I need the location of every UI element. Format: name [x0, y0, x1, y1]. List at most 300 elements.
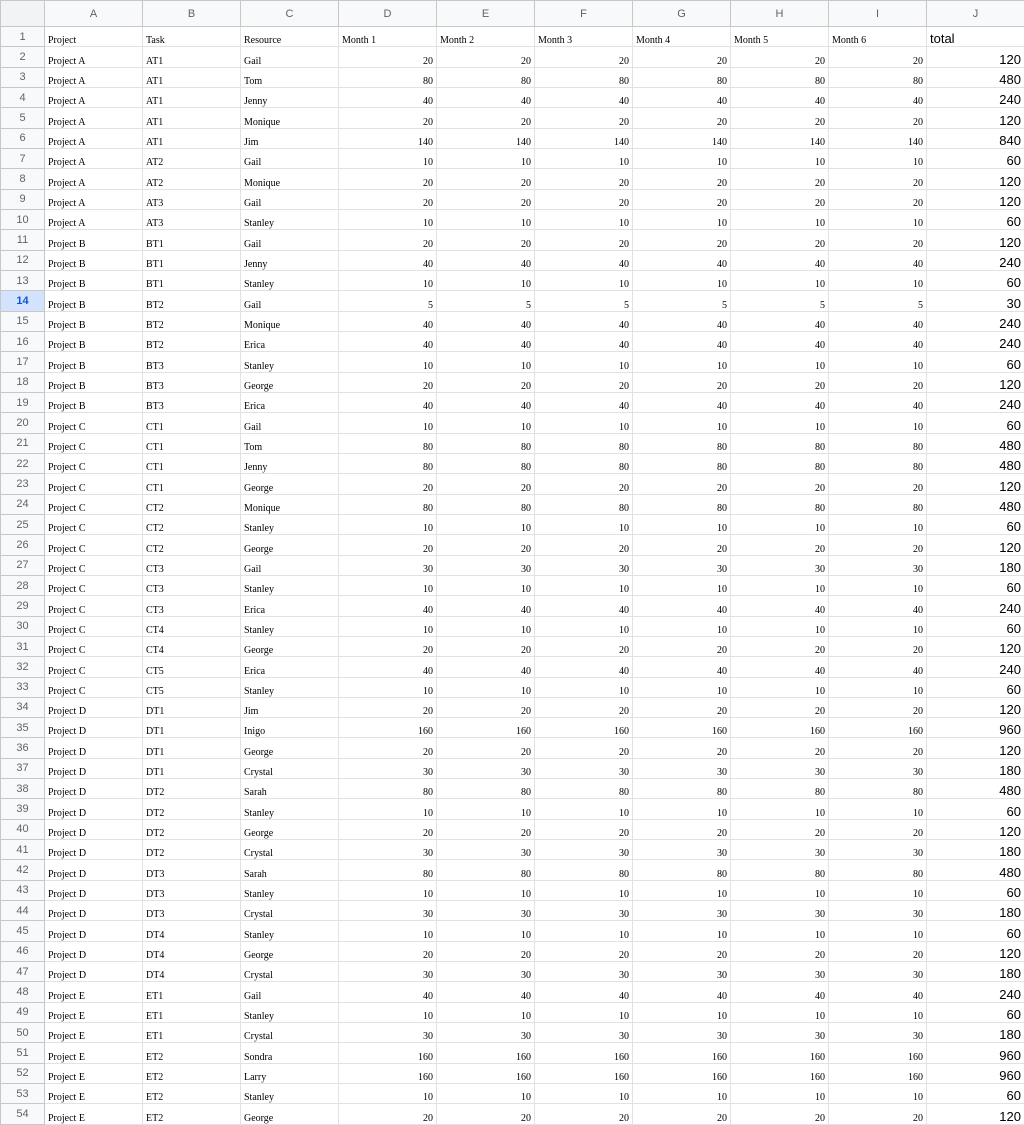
- cell-month-1[interactable]: 10: [339, 880, 437, 900]
- cell-project[interactable]: Project A: [45, 169, 143, 189]
- cell-month-5[interactable]: 20: [731, 189, 829, 209]
- cell-resource[interactable]: Crystal: [241, 758, 339, 778]
- cell-month-5[interactable]: 20: [731, 941, 829, 961]
- cell-month-3[interactable]: 10: [535, 209, 633, 229]
- cell-month-1[interactable]: 20: [339, 697, 437, 717]
- cell-month-2[interactable]: 20: [437, 636, 535, 656]
- cell-month-3[interactable]: 20: [535, 169, 633, 189]
- cell-month-1[interactable]: 40: [339, 87, 437, 107]
- cell-project[interactable]: Project B: [45, 270, 143, 290]
- cell-month-2[interactable]: 40: [437, 657, 535, 677]
- cell-project[interactable]: Project E: [45, 1002, 143, 1022]
- cell-month-6[interactable]: 30: [829, 901, 927, 921]
- cell-month-6[interactable]: 20: [829, 372, 927, 392]
- cell-month-6[interactable]: 30: [829, 555, 927, 575]
- row-header[interactable]: 23: [1, 474, 45, 494]
- cell-resource[interactable]: Crystal: [241, 840, 339, 860]
- cell-month-4[interactable]: 30: [633, 840, 731, 860]
- cell-month-3[interactable]: 10: [535, 514, 633, 534]
- cell-month-6[interactable]: 30: [829, 1023, 927, 1043]
- cell-month-4[interactable]: 80: [633, 494, 731, 514]
- column-header-c[interactable]: C: [241, 1, 339, 27]
- cell-month-6[interactable]: 160: [829, 1063, 927, 1083]
- cell-month-2[interactable]: 10: [437, 880, 535, 900]
- cell-month-5[interactable]: 80: [731, 433, 829, 453]
- row-header[interactable]: 34: [1, 697, 45, 717]
- cell-task[interactable]: DT3: [143, 901, 241, 921]
- cell-resource[interactable]: Gail: [241, 982, 339, 1002]
- cell-month-5[interactable]: 10: [731, 677, 829, 697]
- row-header[interactable]: 26: [1, 535, 45, 555]
- row-header[interactable]: 25: [1, 514, 45, 534]
- cell-month-1[interactable]: 20: [339, 230, 437, 250]
- cell-month-5[interactable]: 30: [731, 901, 829, 921]
- cell-month-2[interactable]: 10: [437, 616, 535, 636]
- cell-month-4[interactable]: 10: [633, 148, 731, 168]
- row-header[interactable]: 28: [1, 575, 45, 595]
- cell-project[interactable]: Project B: [45, 250, 143, 270]
- column-header-f[interactable]: F: [535, 1, 633, 27]
- cell-resource[interactable]: George: [241, 1104, 339, 1125]
- cell-month-2[interactable]: 30: [437, 901, 535, 921]
- cell-month-1[interactable]: 160: [339, 718, 437, 738]
- row-header[interactable]: 32: [1, 657, 45, 677]
- row-header[interactable]: 11: [1, 230, 45, 250]
- row-header[interactable]: 29: [1, 596, 45, 616]
- cell-project[interactable]: Project E: [45, 982, 143, 1002]
- row-header[interactable]: 51: [1, 1043, 45, 1063]
- cell-month-1[interactable]: 80: [339, 67, 437, 87]
- cell-project[interactable]: Project E: [45, 1023, 143, 1043]
- row-header[interactable]: 54: [1, 1104, 45, 1125]
- cell-month-6[interactable]: 5: [829, 291, 927, 311]
- cell-total[interactable]: 240: [927, 311, 1024, 331]
- cell-month-3[interactable]: 40: [535, 657, 633, 677]
- cell-resource[interactable]: Crystal: [241, 1023, 339, 1043]
- cell-month-2[interactable]: 30: [437, 962, 535, 982]
- cell-month-5[interactable]: 10: [731, 1084, 829, 1104]
- cell-month-6[interactable]: 40: [829, 331, 927, 351]
- cell-total[interactable]: 60: [927, 413, 1024, 433]
- cell-resource[interactable]: Jenny: [241, 87, 339, 107]
- cell-month-3[interactable]: 20: [535, 1104, 633, 1125]
- cell-month-1[interactable]: 10: [339, 413, 437, 433]
- row-header[interactable]: 19: [1, 392, 45, 412]
- cell-total[interactable]: 180: [927, 901, 1024, 921]
- cell-month-6[interactable]: 40: [829, 982, 927, 1002]
- cell-month-4[interactable]: 20: [633, 819, 731, 839]
- cell-month-4[interactable]: 10: [633, 270, 731, 290]
- cell-month-2[interactable]: 10: [437, 270, 535, 290]
- cell-month-1[interactable]: 30: [339, 901, 437, 921]
- cell-month-6[interactable]: 20: [829, 697, 927, 717]
- cell-project[interactable]: Project D: [45, 962, 143, 982]
- cell-month-5[interactable]: 40: [731, 331, 829, 351]
- cell-resource[interactable]: Tom: [241, 433, 339, 453]
- cell-task[interactable]: BT1: [143, 230, 241, 250]
- cell-month-2[interactable]: 10: [437, 1002, 535, 1022]
- row-header[interactable]: 30: [1, 616, 45, 636]
- cell-month-6[interactable]: 10: [829, 1002, 927, 1022]
- cell-month-1[interactable]: 160: [339, 1043, 437, 1063]
- cell-month-2[interactable]: 160: [437, 718, 535, 738]
- cell-task[interactable]: DT4: [143, 941, 241, 961]
- cell-month-1[interactable]: 10: [339, 677, 437, 697]
- cell-resource[interactable]: Monique: [241, 311, 339, 331]
- cell-month-5[interactable]: 80: [731, 860, 829, 880]
- cell-month-1[interactable]: 20: [339, 636, 437, 656]
- cell-month-2[interactable]: 40: [437, 331, 535, 351]
- cell-month-3[interactable]: 20: [535, 189, 633, 209]
- cell-month-1[interactable]: 10: [339, 616, 437, 636]
- cell-month-5[interactable]: 20: [731, 819, 829, 839]
- cell-task[interactable]: AT3: [143, 209, 241, 229]
- cell-task[interactable]: AT2: [143, 169, 241, 189]
- cell-month-5[interactable]: 10: [731, 799, 829, 819]
- cell-resource[interactable]: Gail: [241, 47, 339, 67]
- cell-month-1[interactable]: 10: [339, 270, 437, 290]
- cell-month-4[interactable]: 20: [633, 372, 731, 392]
- cell-month-4[interactable]: 80: [633, 779, 731, 799]
- row-header[interactable]: 12: [1, 250, 45, 270]
- cell-month-3[interactable]: 30: [535, 555, 633, 575]
- row-header[interactable]: 31: [1, 636, 45, 656]
- cell-project[interactable]: Project D: [45, 697, 143, 717]
- cell-month-2[interactable]: 160: [437, 1043, 535, 1063]
- cell-month-4[interactable]: 20: [633, 738, 731, 758]
- cell-task[interactable]: AT1: [143, 87, 241, 107]
- cell-month-3[interactable]: 80: [535, 494, 633, 514]
- cell-total[interactable]: 120: [927, 697, 1024, 717]
- cell-month-1[interactable]: 30: [339, 758, 437, 778]
- cell-total[interactable]: 240: [927, 331, 1024, 351]
- cell-total[interactable]: 60: [927, 1002, 1024, 1022]
- cell-month-1[interactable]: 80: [339, 494, 437, 514]
- cell-total[interactable]: 60: [927, 352, 1024, 372]
- cell-month-4[interactable]: 40: [633, 87, 731, 107]
- cell-month-3[interactable]: 10: [535, 148, 633, 168]
- cell-total[interactable]: 120: [927, 738, 1024, 758]
- row-header[interactable]: 7: [1, 148, 45, 168]
- row-header[interactable]: 39: [1, 799, 45, 819]
- cell-month-4[interactable]: 10: [633, 880, 731, 900]
- cell-total[interactable]: 480: [927, 453, 1024, 473]
- cell-month-5[interactable]: 40: [731, 657, 829, 677]
- cell-task[interactable]: AT1: [143, 128, 241, 148]
- cell-month-5[interactable]: 10: [731, 880, 829, 900]
- row-header[interactable]: 10: [1, 209, 45, 229]
- cell-month-5[interactable]: 10: [731, 921, 829, 941]
- cell-total[interactable]: 60: [927, 575, 1024, 595]
- cell-month-2[interactable]: 5: [437, 291, 535, 311]
- row-header[interactable]: 9: [1, 189, 45, 209]
- cell-total[interactable]: 240: [927, 392, 1024, 412]
- cell-month-1[interactable]: 40: [339, 596, 437, 616]
- cell-month-3[interactable]: 160: [535, 718, 633, 738]
- cell-total[interactable]: 240: [927, 250, 1024, 270]
- cell-month-4[interactable]: 40: [633, 392, 731, 412]
- cell-project[interactable]: Project A: [45, 148, 143, 168]
- cell-task[interactable]: BT3: [143, 352, 241, 372]
- cell-month-4[interactable]: 5: [633, 291, 731, 311]
- cell-project[interactable]: Project D: [45, 718, 143, 738]
- cell-project[interactable]: Project D: [45, 819, 143, 839]
- cell-month-1[interactable]: 80: [339, 860, 437, 880]
- cell-total[interactable]: 120: [927, 108, 1024, 128]
- cell-month-4[interactable]: 10: [633, 799, 731, 819]
- cell-month-3[interactable]: 40: [535, 331, 633, 351]
- cell-month-4[interactable]: 10: [633, 1084, 731, 1104]
- cell-month-2[interactable]: 40: [437, 982, 535, 1002]
- cell-task[interactable]: CT3: [143, 575, 241, 595]
- column-header-i[interactable]: I: [829, 1, 927, 27]
- cell-month-3[interactable]: 10: [535, 921, 633, 941]
- cell-month-2[interactable]: 30: [437, 758, 535, 778]
- cell-total[interactable]: 120: [927, 169, 1024, 189]
- row-header[interactable]: 52: [1, 1063, 45, 1083]
- cell-month-3[interactable]: 10: [535, 880, 633, 900]
- cell-month-4[interactable]: 20: [633, 535, 731, 555]
- cell-month-6[interactable]: 30: [829, 758, 927, 778]
- cell-month-5[interactable]: 160: [731, 718, 829, 738]
- cell-month-6[interactable]: 20: [829, 535, 927, 555]
- cell-project[interactable]: Project A: [45, 128, 143, 148]
- cell-month-6[interactable]: 10: [829, 575, 927, 595]
- cell-month-6[interactable]: 20: [829, 738, 927, 758]
- cell-project[interactable]: Project C: [45, 616, 143, 636]
- cell-month-3[interactable]: 160: [535, 1043, 633, 1063]
- cell-total[interactable]: 60: [927, 921, 1024, 941]
- cell-resource[interactable]: Stanley: [241, 575, 339, 595]
- cell-month-5[interactable]: 10: [731, 209, 829, 229]
- cell-resource[interactable]: Sarah: [241, 779, 339, 799]
- cell-month-2[interactable]: 40: [437, 87, 535, 107]
- cell-month-1[interactable]: 10: [339, 575, 437, 595]
- cell-total[interactable]: 60: [927, 148, 1024, 168]
- cell-task[interactable]: BT2: [143, 291, 241, 311]
- cell-month-3[interactable]: 10: [535, 1002, 633, 1022]
- cell-total[interactable]: 240: [927, 657, 1024, 677]
- cell-total[interactable]: 120: [927, 474, 1024, 494]
- cell-month-5-heading[interactable]: Month 5: [731, 27, 829, 47]
- cell-total[interactable]: 180: [927, 840, 1024, 860]
- column-header-g[interactable]: G: [633, 1, 731, 27]
- cell-project[interactable]: Project D: [45, 799, 143, 819]
- cell-resource[interactable]: Jenny: [241, 453, 339, 473]
- cell-resource[interactable]: Stanley: [241, 209, 339, 229]
- cell-month-4[interactable]: 30: [633, 962, 731, 982]
- cell-month-6[interactable]: 10: [829, 270, 927, 290]
- cell-month-2[interactable]: 20: [437, 474, 535, 494]
- cell-task[interactable]: BT1: [143, 270, 241, 290]
- cell-month-5[interactable]: 10: [731, 352, 829, 372]
- row-header[interactable]: 8: [1, 169, 45, 189]
- cell-task[interactable]: BT2: [143, 311, 241, 331]
- cell-month-3[interactable]: 40: [535, 311, 633, 331]
- cell-month-4[interactable]: 20: [633, 169, 731, 189]
- cell-month-4[interactable]: 30: [633, 1023, 731, 1043]
- cell-resource[interactable]: George: [241, 738, 339, 758]
- cell-project[interactable]: Project D: [45, 840, 143, 860]
- cell-resource[interactable]: Gail: [241, 291, 339, 311]
- cell-task[interactable]: DT2: [143, 819, 241, 839]
- cell-task[interactable]: CT3: [143, 555, 241, 575]
- cell-project[interactable]: Project D: [45, 758, 143, 778]
- cell-task[interactable]: DT3: [143, 860, 241, 880]
- cell-resource[interactable]: Stanley: [241, 1084, 339, 1104]
- cell-month-1[interactable]: 80: [339, 779, 437, 799]
- row-header[interactable]: 18: [1, 372, 45, 392]
- row-header[interactable]: 17: [1, 352, 45, 372]
- cell-month-1[interactable]: 10: [339, 799, 437, 819]
- cell-month-5[interactable]: 20: [731, 535, 829, 555]
- cell-total[interactable]: 840: [927, 128, 1024, 148]
- cell-month-2[interactable]: 10: [437, 921, 535, 941]
- cell-month-2[interactable]: 80: [437, 494, 535, 514]
- cell-month-3[interactable]: 10: [535, 575, 633, 595]
- cell-total[interactable]: 120: [927, 372, 1024, 392]
- cell-month-2[interactable]: 160: [437, 1063, 535, 1083]
- cell-project[interactable]: Project C: [45, 596, 143, 616]
- cell-task[interactable]: AT2: [143, 148, 241, 168]
- cell-month-1[interactable]: 40: [339, 392, 437, 412]
- cell-month-6[interactable]: 20: [829, 1104, 927, 1125]
- cell-month-2[interactable]: 80: [437, 453, 535, 473]
- cell-month-3[interactable]: 30: [535, 840, 633, 860]
- cell-month-1-heading[interactable]: Month 1: [339, 27, 437, 47]
- cell-total[interactable]: 120: [927, 636, 1024, 656]
- cell-month-3[interactable]: 40: [535, 596, 633, 616]
- cell-resource[interactable]: Erica: [241, 392, 339, 412]
- cell-month-1[interactable]: 20: [339, 941, 437, 961]
- cell-month-2[interactable]: 10: [437, 1084, 535, 1104]
- row-header[interactable]: 14: [1, 291, 45, 311]
- cell-total[interactable]: 60: [927, 677, 1024, 697]
- row-header[interactable]: 50: [1, 1023, 45, 1043]
- row-header[interactable]: 20: [1, 413, 45, 433]
- cell-month-2[interactable]: 80: [437, 67, 535, 87]
- cell-project[interactable]: Project A: [45, 209, 143, 229]
- cell-month-3[interactable]: 30: [535, 962, 633, 982]
- cell-month-5[interactable]: 20: [731, 372, 829, 392]
- cell-month-2[interactable]: 20: [437, 189, 535, 209]
- cell-month-6[interactable]: 20: [829, 636, 927, 656]
- cell-month-4-heading[interactable]: Month 4: [633, 27, 731, 47]
- cell-resource[interactable]: Gail: [241, 555, 339, 575]
- cell-month-6[interactable]: 10: [829, 677, 927, 697]
- cell-resource[interactable]: Crystal: [241, 901, 339, 921]
- cell-task[interactable]: ET2: [143, 1063, 241, 1083]
- cell-month-1[interactable]: 5: [339, 291, 437, 311]
- cell-month-5[interactable]: 10: [731, 1002, 829, 1022]
- cell-project-heading[interactable]: Project: [45, 27, 143, 47]
- cell-month-4[interactable]: 80: [633, 433, 731, 453]
- cell-month-4[interactable]: 10: [633, 1002, 731, 1022]
- cell-task[interactable]: CT3: [143, 596, 241, 616]
- cell-month-6[interactable]: 40: [829, 657, 927, 677]
- cell-month-6[interactable]: 10: [829, 921, 927, 941]
- cell-month-1[interactable]: 20: [339, 169, 437, 189]
- cell-resource[interactable]: Tom: [241, 67, 339, 87]
- cell-project[interactable]: Project D: [45, 901, 143, 921]
- cell-month-1[interactable]: 10: [339, 514, 437, 534]
- cell-resource[interactable]: Sarah: [241, 860, 339, 880]
- cell-month-6[interactable]: 40: [829, 311, 927, 331]
- cell-month-3[interactable]: 20: [535, 941, 633, 961]
- cell-project[interactable]: Project D: [45, 860, 143, 880]
- cell-task[interactable]: DT1: [143, 758, 241, 778]
- cell-project[interactable]: Project A: [45, 108, 143, 128]
- cell-task[interactable]: ET1: [143, 1023, 241, 1043]
- cell-total[interactable]: 120: [927, 47, 1024, 67]
- cell-resource[interactable]: Stanley: [241, 352, 339, 372]
- cell-month-4[interactable]: 160: [633, 718, 731, 738]
- cell-month-6[interactable]: 80: [829, 494, 927, 514]
- cell-month-2[interactable]: 40: [437, 392, 535, 412]
- cell-task[interactable]: CT1: [143, 413, 241, 433]
- cell-month-4[interactable]: 80: [633, 453, 731, 473]
- cell-task[interactable]: BT2: [143, 331, 241, 351]
- cell-month-5[interactable]: 30: [731, 962, 829, 982]
- cell-month-3[interactable]: 20: [535, 372, 633, 392]
- cell-total[interactable]: 240: [927, 982, 1024, 1002]
- cell-month-4[interactable]: 40: [633, 311, 731, 331]
- cell-project[interactable]: Project B: [45, 291, 143, 311]
- cell-month-5[interactable]: 10: [731, 413, 829, 433]
- cell-month-2[interactable]: 80: [437, 779, 535, 799]
- cell-month-3[interactable]: 10: [535, 270, 633, 290]
- cell-project[interactable]: Project C: [45, 677, 143, 697]
- cell-month-1[interactable]: 40: [339, 657, 437, 677]
- cell-month-4[interactable]: 40: [633, 657, 731, 677]
- cell-project[interactable]: Project B: [45, 311, 143, 331]
- cell-task[interactable]: ET1: [143, 1002, 241, 1022]
- cell-total[interactable]: 240: [927, 596, 1024, 616]
- cell-total[interactable]: 30: [927, 291, 1024, 311]
- cell-resource[interactable]: George: [241, 819, 339, 839]
- cell-project[interactable]: Project D: [45, 738, 143, 758]
- cell-month-4[interactable]: 10: [633, 677, 731, 697]
- cell-task[interactable]: CT1: [143, 474, 241, 494]
- cell-total[interactable]: 60: [927, 616, 1024, 636]
- cell-total[interactable]: 120: [927, 1104, 1024, 1125]
- cell-month-6[interactable]: 80: [829, 433, 927, 453]
- cell-resource[interactable]: Sondra: [241, 1043, 339, 1063]
- cell-month-1[interactable]: 160: [339, 1063, 437, 1083]
- cell-month-6[interactable]: 40: [829, 87, 927, 107]
- cell-task[interactable]: CT4: [143, 636, 241, 656]
- cell-month-5[interactable]: 80: [731, 494, 829, 514]
- cell-month-1[interactable]: 10: [339, 1002, 437, 1022]
- cell-month-2[interactable]: 20: [437, 697, 535, 717]
- row-header[interactable]: 41: [1, 840, 45, 860]
- cell-task[interactable]: CT2: [143, 535, 241, 555]
- cell-month-1[interactable]: 40: [339, 250, 437, 270]
- cell-month-5[interactable]: 30: [731, 1023, 829, 1043]
- cell-project[interactable]: Project C: [45, 514, 143, 534]
- cell-month-1[interactable]: 10: [339, 148, 437, 168]
- cell-task[interactable]: DT2: [143, 840, 241, 860]
- cell-month-1[interactable]: 20: [339, 108, 437, 128]
- cell-month-5[interactable]: 10: [731, 270, 829, 290]
- cell-month-5[interactable]: 20: [731, 474, 829, 494]
- cell-month-4[interactable]: 10: [633, 514, 731, 534]
- cell-project[interactable]: Project A: [45, 87, 143, 107]
- cell-month-3[interactable]: 20: [535, 535, 633, 555]
- cell-month-3[interactable]: 80: [535, 67, 633, 87]
- cell-month-6[interactable]: 140: [829, 128, 927, 148]
- cell-month-1[interactable]: 20: [339, 535, 437, 555]
